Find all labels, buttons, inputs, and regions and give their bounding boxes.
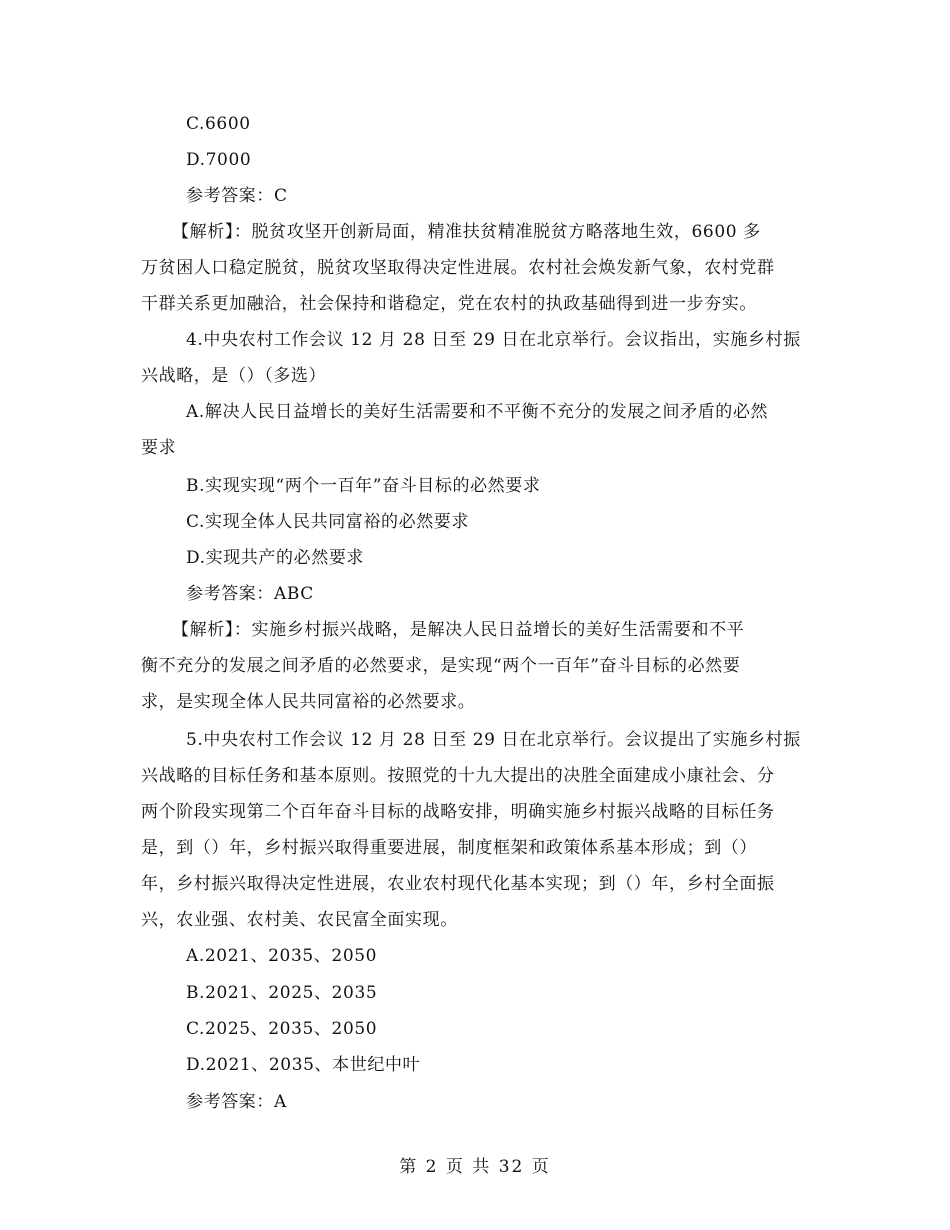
q4-analysis-line-1 [172, 620, 744, 640]
q5-answer: 参考答案：A [186, 1092, 287, 1112]
q5-stem-line-2: 兴战略的目标任务和基本原则。按照党的十九大提出的决胜全面建成小康社会、分 [141, 766, 775, 786]
q5-option-b: B.2021、2025、2035 [186, 983, 378, 1003]
q5-stem-line-3: 两个阶段实现第二个百年奋斗目标的战略安排，明确实施乡村振兴战略的目标任务 [141, 802, 775, 822]
q5-option-d: D.2021、2035、本世纪中叶 [186, 1055, 421, 1075]
q3-option-d: D.7000 [186, 150, 252, 170]
q5-option-c: C.2025、2035、2050 [186, 1019, 378, 1039]
q3-analysis-label: 【解析】 [172, 222, 234, 242]
q3-answer: 参考答案：C [186, 186, 288, 206]
q5-stem-line-4: 是，到（）年，乡村振兴取得重要进展，制度框架和政策体系基本形成；到（） [141, 838, 757, 858]
q3-analysis-line-1 [172, 222, 761, 242]
q4-option-a-line-1: A.解决人民日益增长的美好生活需要和不平衡不充分的发展之间矛盾的必然 [186, 402, 769, 422]
q4-option-b: B.实现实现“两个一百年”奋斗目标的必然要求 [186, 476, 541, 496]
q4-option-c: C.实现全体人民共同富裕的必然要求 [186, 512, 470, 532]
q5-stem-line-1: 5.中央农村工作会议 12 月 28 日至 29 日在北京举行。会议提出了实施乡村振 [186, 730, 801, 750]
q4-analysis-label: 【解析】 [172, 620, 234, 640]
q4-analysis-text-1: ：实施乡村振兴战略，是解决人民日益增长的美好生活需要和不平 [233, 620, 745, 640]
page-footer: 第 2 页 共 32 页 [399, 1157, 551, 1177]
q4-option-d: D.实现共产的必然要求 [186, 548, 365, 568]
q3-analysis-line-3: 干群关系更加融洽，社会保持和谐稳定，党在农村的执政基础得到进一步夯实。 [141, 294, 757, 314]
q4-analysis-line-2: 衡不充分的发展之间矛盾的必然要求，是实现“两个一百年”奋斗目标的必然要 [141, 656, 741, 676]
q5-stem-line-6: 兴，农业强、农村美、农民富全面实现。 [141, 910, 458, 930]
q3-analysis-text-1: ：脱贫攻坚开创新局面，精准扶贫精准脱贫方略落地生效，6600 多 [233, 222, 761, 242]
q4-analysis-line-3: 求，是实现全体人民共同富裕的必然要求。 [141, 692, 476, 712]
q3-analysis-line-2: 万贫困人口稳定脱贫，脱贫攻坚取得决定性进展。农村社会焕发新气象，农村党群 [141, 258, 775, 278]
q4-stem-line-1: 4.中央农村工作会议 12 月 28 日至 29 日在北京举行。会议指出，实施乡村振 [186, 330, 801, 350]
q4-stem-line-2: 兴战略，是（）（多选） [141, 366, 327, 386]
q4-option-a-line-2: 要求 [141, 438, 177, 458]
q3-option-c: C.6600 [186, 114, 251, 134]
q5-stem-line-5: 年，乡村振兴取得决定性进展，农业农村现代化基本实现；到（）年，乡村全面振 [141, 874, 775, 894]
q4-answer: 参考答案：ABC [186, 584, 314, 604]
q5-option-a: A.2021、2035、2050 [186, 946, 378, 966]
